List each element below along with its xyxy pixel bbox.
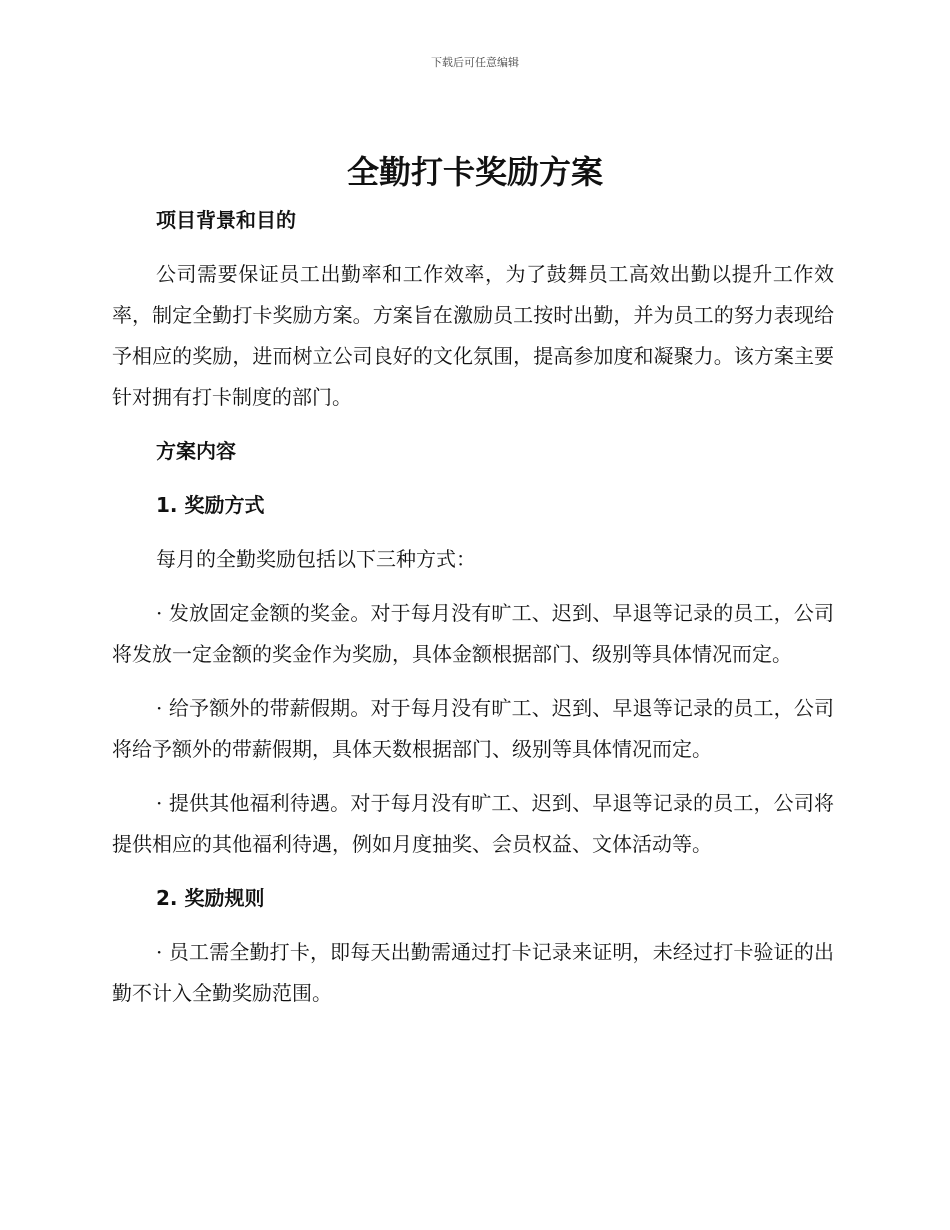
reward-item: · 发放固定金额的奖金。对于每月没有旷工、迟到、早退等记录的员工，公司将发放一定金额的奖金作为奖励，具体金额根据部门、级别等具体情况而定。 [112,601,834,666]
document-body [112,199,834,1014]
document-title: 全勤打卡奖励方案 [346,153,603,191]
reward-rule-item: · 员工需全勤打卡，即每天出勤需通过打卡记录来证明，未经过打卡验证的出勤不计入全勤奖励范围。 [112,940,834,1005]
reward-rules-heading: 2. 奖励规则 [156,886,265,910]
background-heading: 项目背景和目的 [156,208,296,232]
reward-method-intro: 每月的全勤奖励包括以下三种方式： [156,547,476,571]
reward-item: · 提供其他福利待遇。对于每月没有旷工、迟到、早退等记录的员工，公司将提供相应的其他福利待遇，例如月度抽奖、会员权益、文体活动等。 [112,791,834,856]
content-heading: 方案内容 [156,439,236,463]
reward-item: · 给予额外的带薪假期。对于每月没有旷工、迟到、早退等记录的员工，公司将给予额外的带薪假期，具体天数根据部门、级别等具体情况而定。 [112,696,834,761]
reward-method-heading: 1. 奖励方式 [156,493,265,517]
background-paragraph: 公司需要保证员工出勤率和工作效率，为了鼓舞员工高效出勤以提升工作效率，制定全勤打卡奖励方案。方案旨在激励员工按时出勤，并为员工的努力表现给予相应的奖励，进而树立公司良好的文化氛围，提高参加度和凝聚力。该方案主要针对拥有打卡制度的部门。 [112,262,834,409]
page-header-note: 下载后可任意编辑 [431,56,519,69]
